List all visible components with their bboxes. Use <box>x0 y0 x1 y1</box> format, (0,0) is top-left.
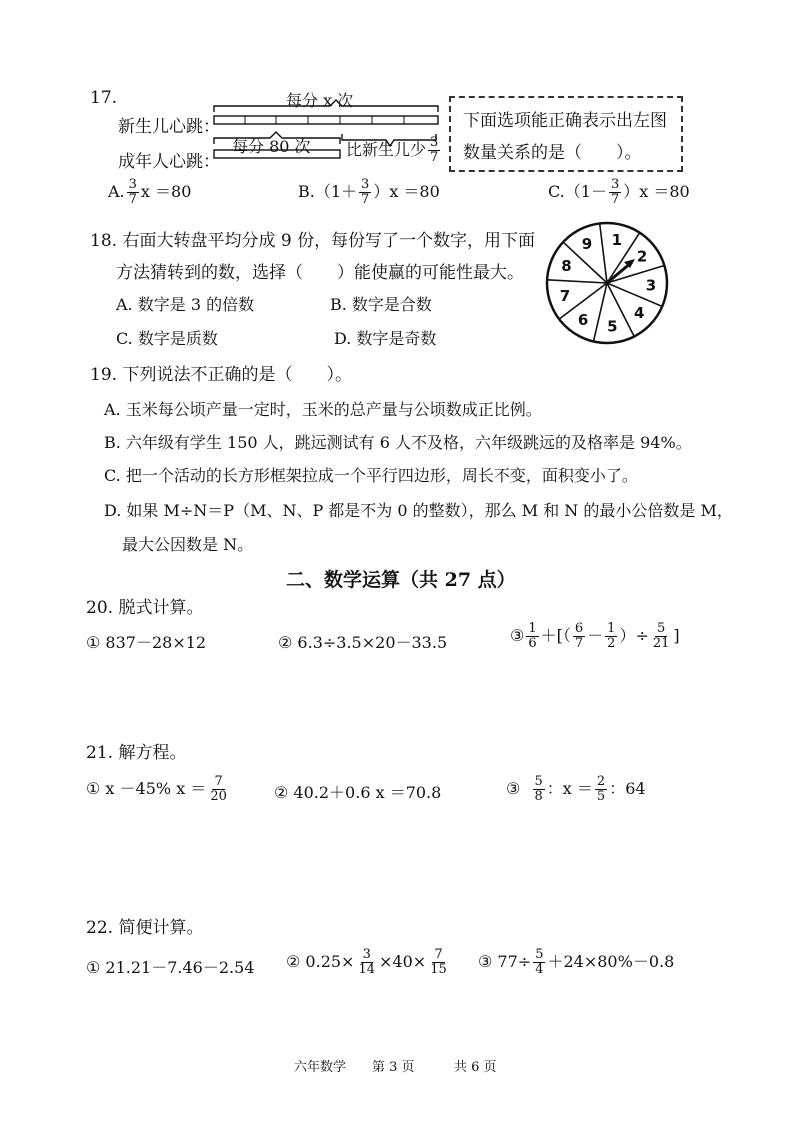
q17-option-b[interactable]: B.（1＋ $\frac{3}{7}$ ）x ＝80 <box>298 177 440 207</box>
q21-title: 21. 解方程。 <box>86 743 187 763</box>
spinner-number: 8 <box>561 256 572 275</box>
q18-option-c[interactable]: C. 数字是质数 <box>116 329 218 348</box>
q21-equation-2: ② 40.2＋0.6 x ＝70.8 <box>274 783 442 802</box>
q17-brace-less-label: 比新生儿少 $\frac{3}{7}$ <box>346 135 439 165</box>
q18-option-d[interactable]: D. 数字是奇数 <box>334 329 437 348</box>
q17-brace-mid-label: 每分 80 次 <box>232 137 311 156</box>
footer-page-number: 第 3 页 <box>372 1060 415 1075</box>
q19-stem: 19. 下列说法不正确的是（ ）。 <box>90 365 352 385</box>
q17-question-box <box>449 96 683 172</box>
q19-option-b[interactable]: B. 六年级有学生 150 人，跳远测试有 6 人不及格，六年级跳远的及格率是 94%。 <box>104 433 692 452</box>
q17-segment-diagram <box>200 96 450 166</box>
spinner-number: 4 <box>633 304 645 323</box>
spinner-number: 3 <box>645 276 657 295</box>
q19-option-a[interactable]: A. 玉米每公顷产量一定时，玉米的总产量与公顷数成正比例。 <box>104 400 542 419</box>
q21-equation-3: ③ $\frac{5}{8}$ ：x ＝ $\frac{2}{5}$ ：64 <box>506 774 646 804</box>
q17-brace-top-label: 每分 x 次 <box>286 91 354 110</box>
q22-expr-2: ② 0.25× $\frac{3}{14}$ ×40× $\frac{7}{15}$ <box>286 947 447 977</box>
footer-subject: 六年数学 <box>294 1060 347 1075</box>
q20-expr-3: ③ $\frac{1}{6}$ ＋[（ $\frac{6}{7}$ － $\frac{1}{2}$ ）÷ $\frac{5}{21}$ ] <box>510 621 680 651</box>
spinner-number: 7 <box>559 286 571 305</box>
spinner-number: 1 <box>611 231 623 250</box>
q20-expr-1: ① 837－28×12 <box>86 633 207 652</box>
section-title: 二、数学运算（共 27 点） <box>286 569 516 591</box>
q18-stem-line2: 方法猜转到的数，选择（ ）能使赢的可能性最大。 <box>116 263 524 283</box>
footer-total-pages: 共 6 页 <box>454 1060 497 1075</box>
q21-equation-1: ① x －45% x ＝ $\frac{7}{20}$ <box>86 774 227 804</box>
q22-title: 22. 简便计算。 <box>86 918 204 938</box>
q20-expr-2: ② 6.3÷3.5×20－33.5 <box>278 633 448 652</box>
q17-option-c[interactable]: C.（1－ $\frac{3}{7}$ ）x ＝80 <box>548 177 690 207</box>
q17-newborn-label: 新生儿心跳： <box>118 117 220 137</box>
q22-expr-1: ① 21.21－7.46－2.54 <box>86 958 255 977</box>
q17-box-line1: 下面选项能正确表示出左图 <box>463 111 667 131</box>
q17-box-line2: 数量关系的是（ ）。 <box>463 143 642 163</box>
q18-spinner-wheel <box>542 218 672 348</box>
spinner-number: 5 <box>607 317 618 336</box>
q19-option-d-line2: 最大公因数是 N。 <box>122 535 254 554</box>
spinner-number: 2 <box>636 247 648 266</box>
q22-expr-3: ③ 77÷ $\frac{5}{4}$ ＋24×80%－0.8 <box>478 947 675 977</box>
q17-adult-label: 成年人心跳： <box>118 152 220 172</box>
q19-option-d-line1[interactable]: D. 如果 M÷N＝P（M、N、P 都是不为 0 的整数），那么 M 和 N 的最小公倍数是 M， <box>104 501 733 520</box>
q18-stem-line1: 18. 右面大转盘平均分成 9 份，每份写了一个数字，用下面 <box>90 231 536 251</box>
q19-option-c[interactable]: C. 把一个活动的长方形框架拉成一个平行四边形，周长不变，面积变小了。 <box>104 466 638 485</box>
q18-option-b[interactable]: B. 数字是合数 <box>330 295 432 314</box>
spinner-number: 9 <box>581 234 593 253</box>
q17-number: 17. <box>90 88 118 108</box>
q20-title: 20. 脱式计算。 <box>86 598 204 618</box>
q18-option-a[interactable]: A. 数字是 3 的倍数 <box>116 295 255 314</box>
spinner-number: 6 <box>577 310 589 329</box>
q17-option-a[interactable]: A. $\frac{3}{7}$ x ＝80 <box>108 177 192 207</box>
